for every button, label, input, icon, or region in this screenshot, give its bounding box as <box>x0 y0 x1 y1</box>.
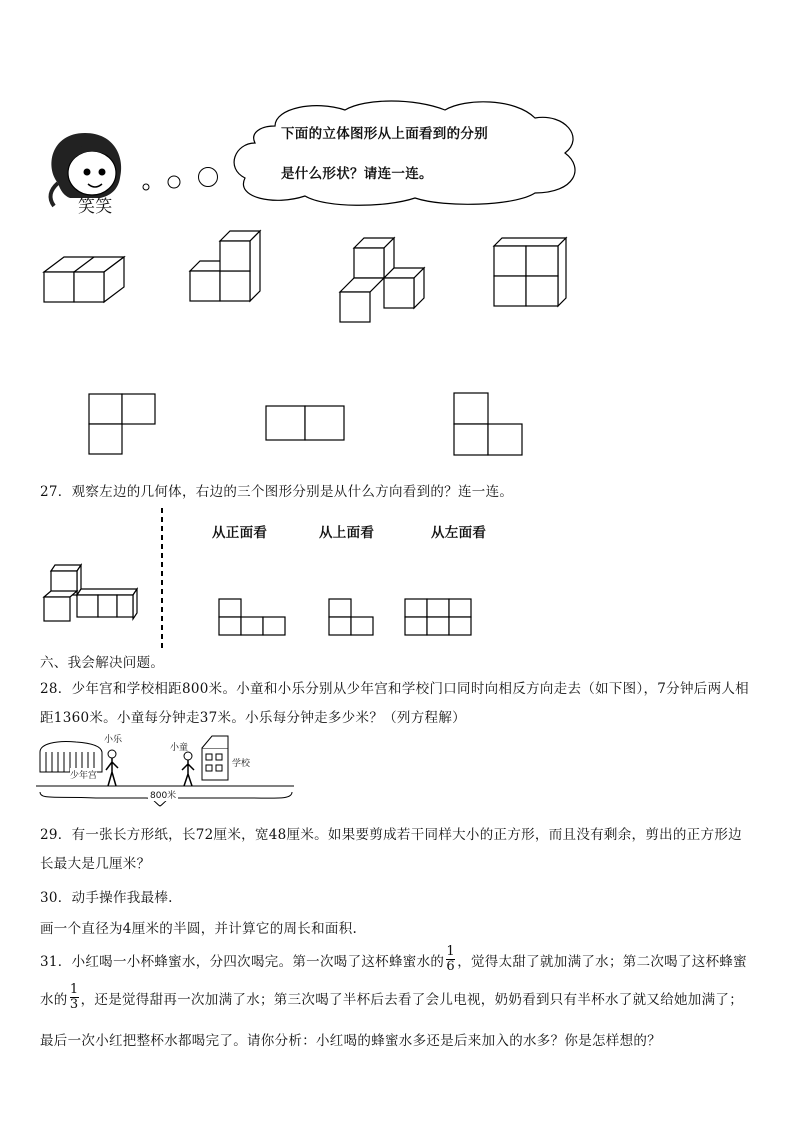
section-6-title: 六、我会解决问题。 <box>40 655 165 671</box>
q31-line-1-a: 31．小红喝一小杯蜂蜜水，分四次喝完。第一次喝了这杯蜂蜜水的 <box>40 953 445 970</box>
q28-figure <box>36 730 296 810</box>
solid-figure-4 <box>492 236 572 311</box>
bubble-line-1: 下面的立体图形从上面看到的分别 <box>281 126 488 142</box>
q28-line-2: 距1360米。小童每分钟走37米。小乐每分钟走多少米？（列方程解） <box>40 710 466 726</box>
label-youth-palace: 少年宫 <box>70 768 97 781</box>
fraction-one-third <box>70 983 79 1012</box>
q30-line-2: 画一个直径为4厘米的半圆，并计算它的周长和面积. <box>40 921 358 937</box>
bubble-line-2: 是什么形状？请连一连。 <box>281 166 433 182</box>
q29-line-2: 长最大是几厘米？ <box>40 856 151 872</box>
label-xiaotong: 小童 <box>170 743 189 753</box>
fraction-1-denominator: 6 <box>446 959 455 974</box>
top-view-shape-3 <box>453 392 525 457</box>
top-view-shape-1 <box>88 393 158 458</box>
label-xiaole: 小乐 <box>104 735 123 745</box>
q31-line-1-b: ，觉得太甜了就加满了水；第二次喝了这杯蜂蜜 <box>457 953 747 970</box>
thought-dots <box>140 165 220 205</box>
girl-illustration <box>40 128 130 218</box>
view-label-top: 从上面看 <box>319 525 375 541</box>
fraction-one-sixth <box>446 945 455 974</box>
q30-line-1: 30．动手操作我最棒. <box>40 890 173 906</box>
fraction-2-numerator: 1 <box>69 982 79 997</box>
solid-figure-1 <box>42 245 132 305</box>
fraction-1-numerator: 1 <box>446 944 455 959</box>
label-distance: 800米 <box>148 788 178 801</box>
thought-cloud <box>215 98 585 208</box>
view-shape-a <box>218 598 288 638</box>
solid-figure-3 <box>338 236 423 326</box>
q31-line-1 <box>40 945 747 974</box>
q31-line-2 <box>40 983 743 1012</box>
view-label-front: 从正面看 <box>212 525 268 541</box>
dashed-divider <box>160 508 164 650</box>
q27-text: 27．观察左边的几何体，右边的三个图形分别是从什么方向看到的？连一连。 <box>40 484 514 500</box>
girl-name: 笑笑 <box>78 197 113 217</box>
view-shape-c <box>404 598 476 638</box>
q27-solid <box>42 563 142 623</box>
label-school: 学校 <box>232 759 251 769</box>
view-shape-b <box>328 598 376 638</box>
q28-line-1: 28．少年宫和学校相距800米。小童和小乐分别从少年宫和学校门口同时向相反方向走去（如下图），7分钟后两人相 <box>40 681 749 697</box>
q31-line-2-b: ，还是觉得甜再一次加满了水；第三次喝了半杯后去看了会儿电视，奶奶看到只有半杯水了就又给她加满了； <box>80 991 744 1008</box>
view-label-left: 从左面看 <box>431 525 487 541</box>
fraction-2-denominator: 3 <box>69 997 79 1012</box>
solid-figure-2 <box>188 228 268 303</box>
top-view-shape-2 <box>265 405 347 443</box>
q31-line-3: 最后一次小红把整杯水都喝完了。请你分析：小红喝的蜂蜜水多还是后来加入的水多？你是怎样想的？ <box>40 1033 661 1049</box>
q31-line-2-a: 水的 <box>40 991 68 1008</box>
q29-line-1: 29．有一张长方形纸，长72厘米，宽48厘米。如果要剪成若干同样大小的正方形，而且没有剩余，剪出的正方形边 <box>40 827 742 843</box>
